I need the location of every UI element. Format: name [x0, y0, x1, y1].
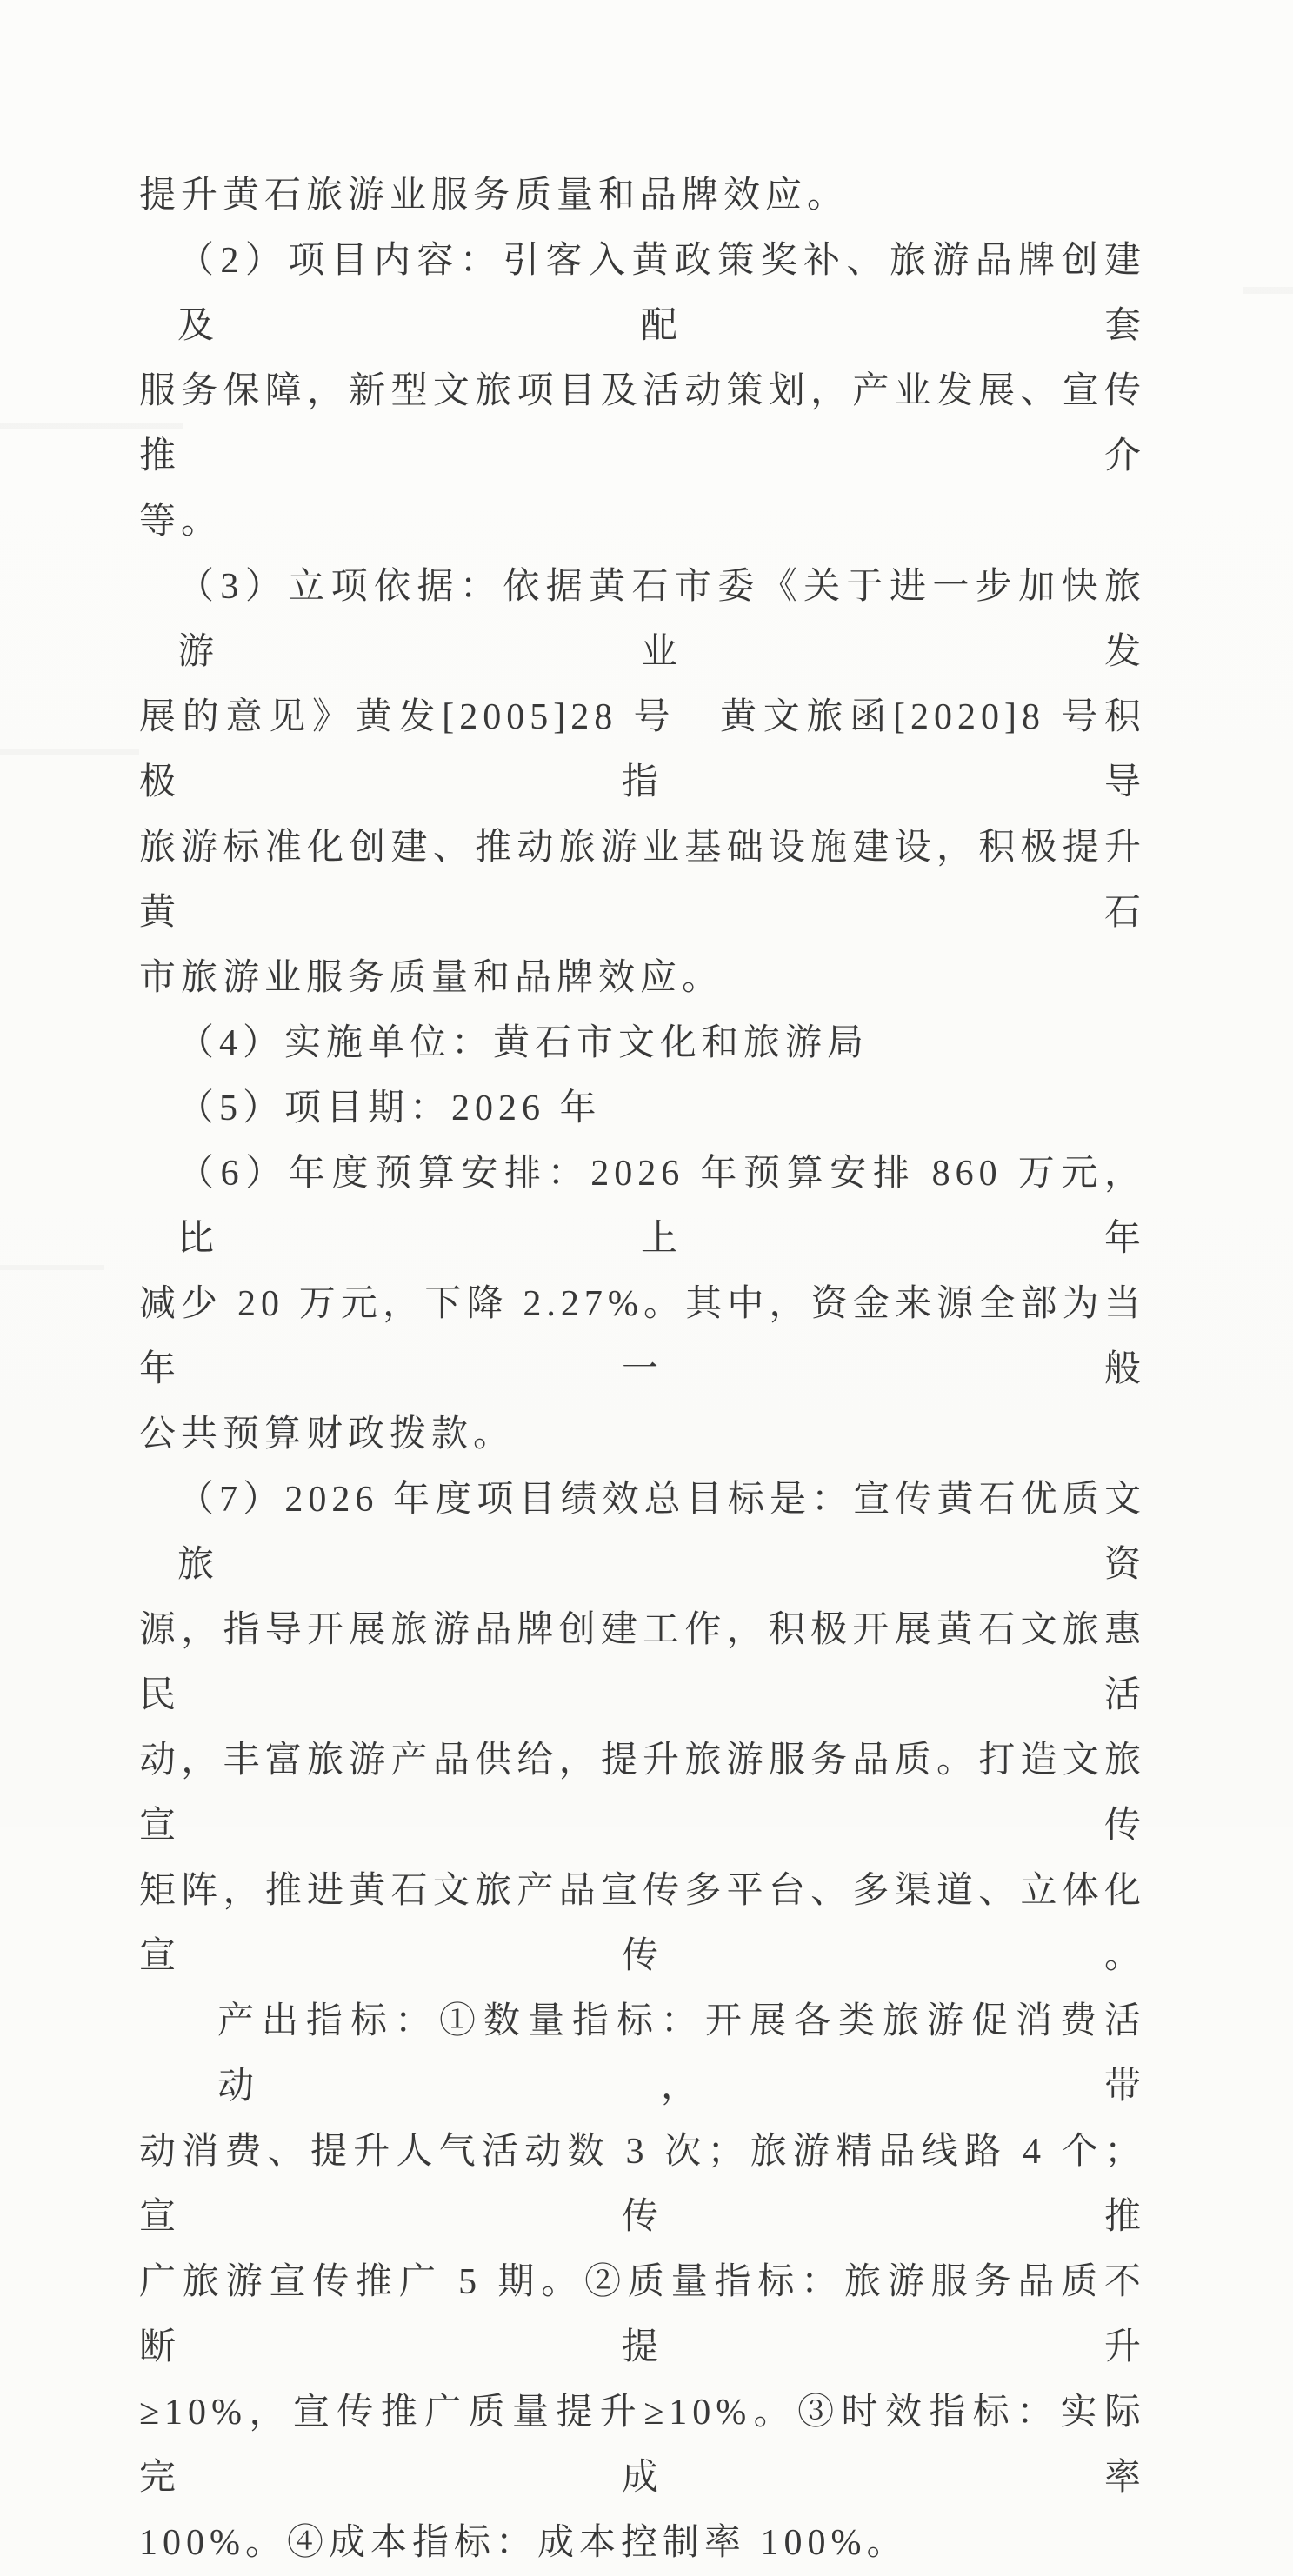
document-line: 矩阵，推进黄石文旅产品宣传多平台、多渠道、立体化宣传。: [139, 1871, 1146, 1976]
document-line: 动消费、提升人气活动数 3 次；旅游精品线路 4 个；宣传推: [139, 2132, 1146, 2237]
document-line: 旅游标准化创建、推动旅游业基础设施建设，积极提升黄石: [139, 828, 1146, 933]
document-line: （5）项目期：2026 年: [177, 1088, 602, 1128]
document-line: 100%。④成本指标：成本控制率 100%。: [139, 2523, 909, 2563]
document-line: （3）立项依据：依据黄石市委《关于进一步加快旅游业发: [177, 567, 1146, 672]
document-line: 服务保障，新型文旅项目及活动策划，产业发展、宣传推介: [139, 371, 1146, 476]
document-line: 公共预算财政拨款。: [139, 1414, 516, 1454]
document-line: 市旅游业服务质量和品牌效应。: [139, 958, 724, 998]
document-line: 减少 20 万元，下降 2.27%。其中，资金来源全部为当年一般: [139, 1284, 1146, 1389]
document-line: （2）项目内容：引客入黄政策奖补、旅游品牌创建及配套: [177, 241, 1146, 346]
document-line: 产出指标：①数量指标：开展各类旅游促消费活动，带: [217, 2001, 1146, 2107]
document-line: 动，丰富旅游产品供给，提升旅游服务品质。打造文旅宣传: [139, 1741, 1146, 1846]
scan-artifact: [1243, 287, 1293, 294]
document-line: 源，指导开展旅游品牌创建工作，积极开展黄石文旅惠民活: [139, 1610, 1146, 1715]
scan-artifact: [0, 1265, 104, 1270]
document-line: （7）2026 年度项目绩效总目标是：宣传黄石优质文旅资: [177, 1480, 1146, 1585]
document-line: 广旅游宣传推广 5 期。②质量指标：旅游服务品质不断提升: [139, 2262, 1146, 2367]
document-line: 展的意见》黄发[2005]28 号 黄文旅函[2020]8 号积极指导: [139, 697, 1146, 802]
document-line: （4）实施单位：黄石市文化和旅游局: [177, 1023, 870, 1063]
scan-artifact: [0, 749, 139, 755]
document-line: （6）年度预算安排：2026 年预算安排 860 万元，比上年: [177, 1154, 1146, 1259]
document-line: 提升黄石旅游业服务质量和品牌效应。: [139, 176, 850, 216]
document-line: ≥10%，宣传推广质量提升≥10%。③时效指标：实际完成率: [139, 2393, 1146, 2498]
document-line: 等。: [139, 502, 223, 542]
document-body: [139, 163, 1146, 2576]
